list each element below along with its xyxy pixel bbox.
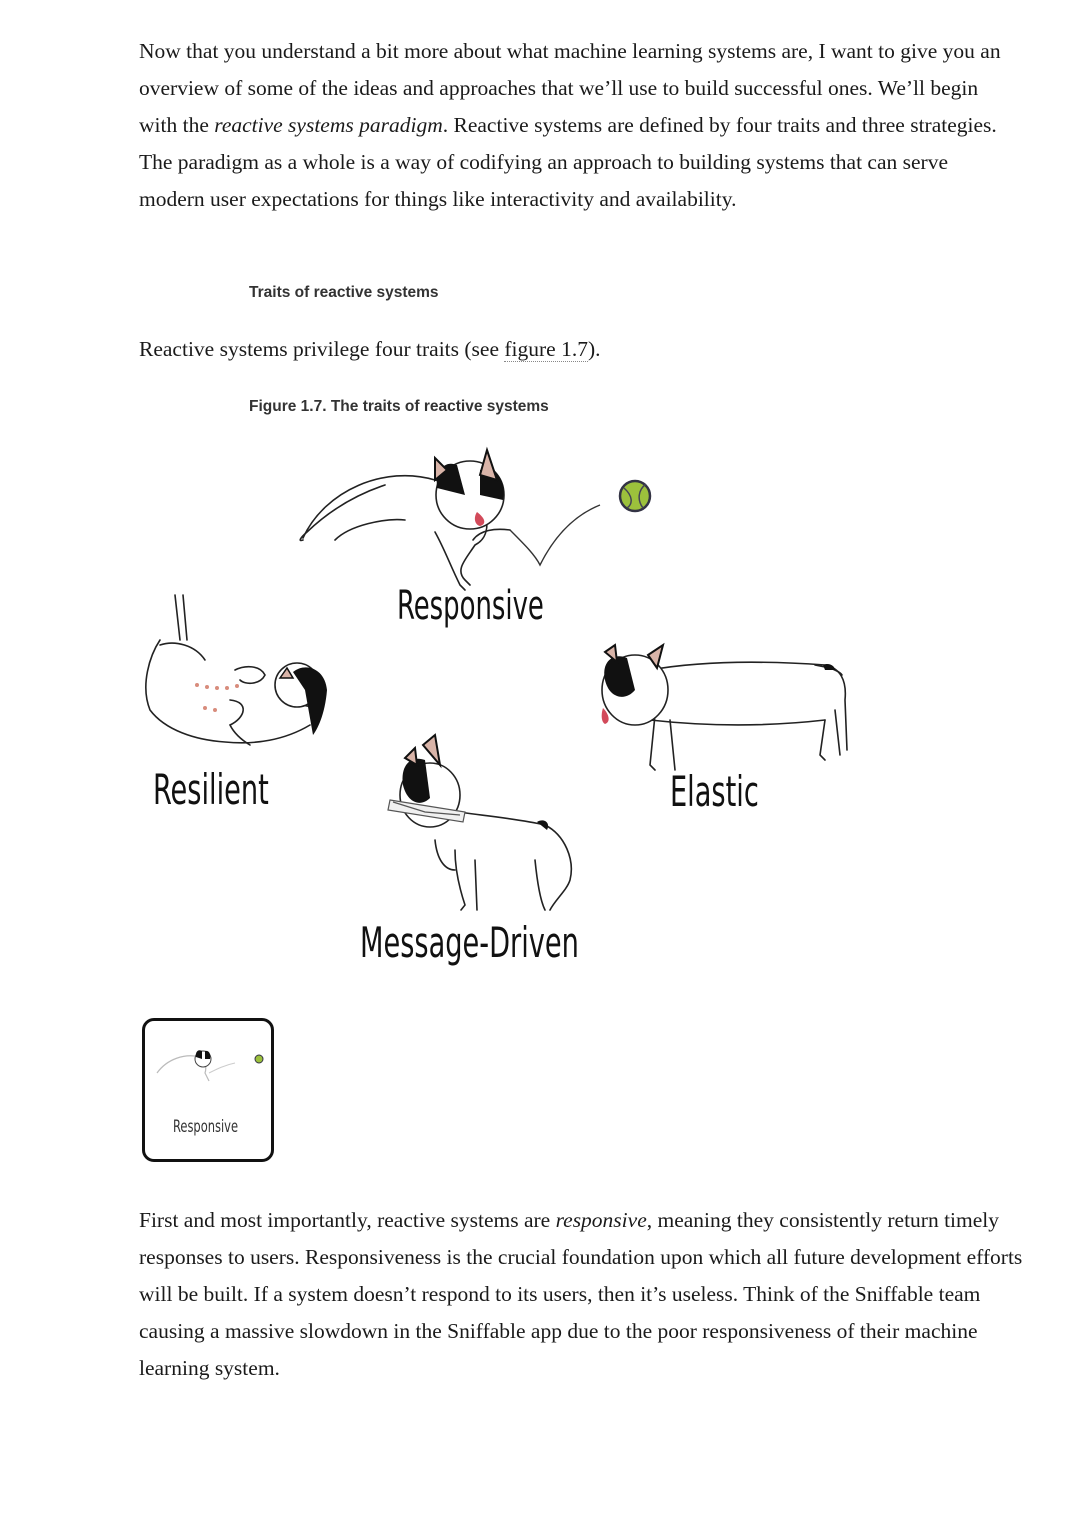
- elastic-dog-illustration: [650, 662, 847, 770]
- trait-label-responsive: Responsive: [397, 583, 544, 629]
- intro-text-1: Now that you understand a bit more about what machine learning systems are, I want to give you an overview of some of the ideas and approaches that we’ll use to build successful ones. We’ll begin with the: [139, 39, 1001, 137]
- ball-trajectory: [510, 505, 600, 565]
- trait-label-resilient: Resilient: [153, 765, 269, 814]
- trait-label-elastic: Elastic: [670, 767, 759, 816]
- tennis-ball: [620, 481, 650, 511]
- traits-figure: [135, 440, 865, 980]
- figure-caption: Figure 1.7. The traits of reactive systems: [249, 398, 549, 415]
- intro-text-2: . Reactive systems are defined by four traits and three strategies. The paradigm as a whole is a way of codifying an approach to building systems that can serve modern user expectations for things like interactivity and availability.: [139, 113, 997, 211]
- trait-label-message-driven: Message-Driven: [360, 918, 579, 967]
- figure-link[interactable]: figure 1.7: [504, 337, 588, 361]
- responsive-dog-ear-right: [480, 450, 497, 480]
- traits-intro-text-1: Reactive systems privilege four traits (see: [139, 337, 505, 361]
- traits-intro-text-2: ).: [587, 337, 601, 361]
- traits-intro-paragraph: [139, 331, 1019, 368]
- message-dog-illustration: [435, 810, 571, 910]
- responsive-text-1: First and most importantly, reactive systems are: [139, 1208, 556, 1232]
- responsive-emphasis: responsive: [555, 1208, 647, 1232]
- thumbnail-dog-icon: [145, 1021, 271, 1111]
- resilient-dog-spots: [195, 683, 239, 712]
- traits-illustration: [135, 440, 865, 980]
- responsive-thumbnail[interactable]: [142, 1018, 274, 1162]
- responsive-paragraph: [139, 1202, 1024, 1387]
- section-heading: Traits of reactive systems: [249, 284, 439, 301]
- responsive-text-2: , meaning they consistently return timely responses to users. Responsiveness is the crucial foundation upon which all future development efforts will be built. If a system doesn’t respond to its users, then it’s useless. Think of the Sniffable team causing a massive slowdown in the Sniffable app due to the poor responsiveness of their machine learning system.: [139, 1208, 1023, 1380]
- intro-emphasis: reactive systems paradigm: [214, 113, 443, 137]
- thumbnail-label: Responsive: [173, 1117, 239, 1137]
- intro-paragraph: [139, 33, 1019, 218]
